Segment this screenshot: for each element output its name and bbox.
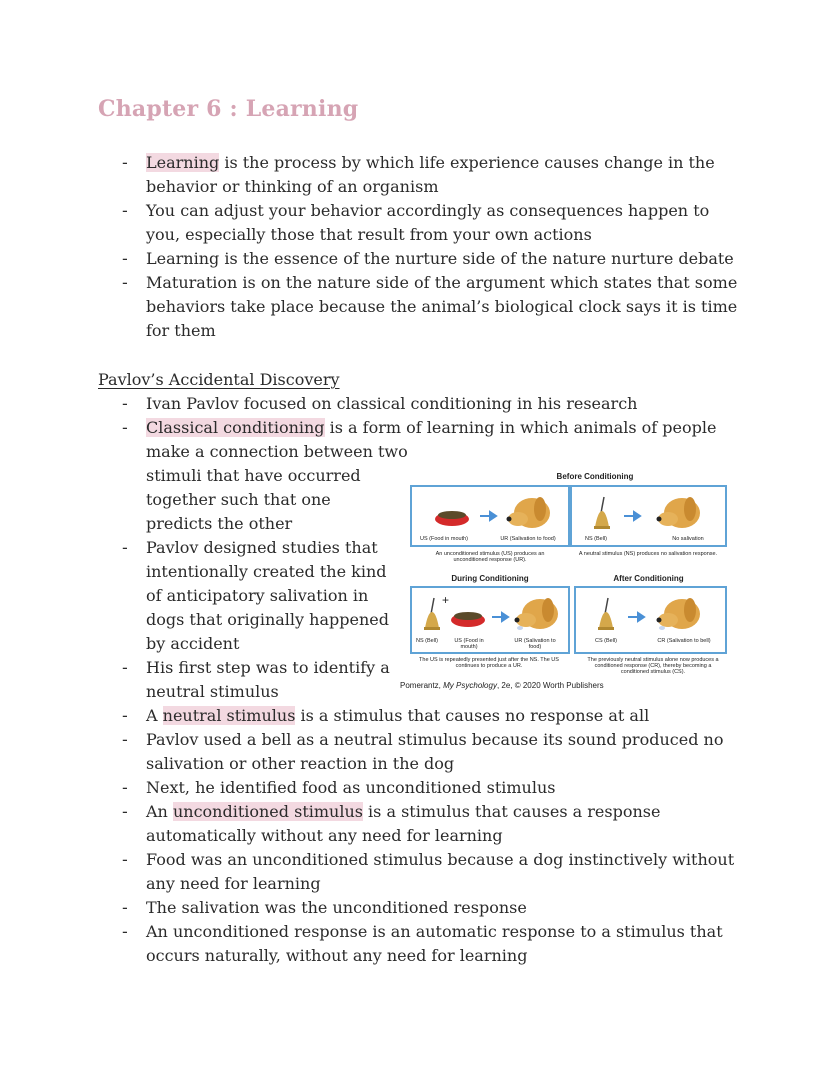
pavlov-list-top bbox=[98, 392, 738, 464]
arrow-icon bbox=[492, 612, 508, 622]
figure-credit: Pomerantz, My Psychology, 2e, © 2020 Worth Publishers bbox=[400, 681, 604, 690]
panel-after bbox=[574, 586, 727, 654]
panel-us-ur bbox=[410, 485, 570, 547]
panel-during bbox=[410, 586, 570, 654]
panel3-label-us: US (Food in mouth) bbox=[454, 638, 484, 650]
panel1-caption: An unconditioned stimulus (US) produces an unconditioned response (UR). bbox=[435, 551, 545, 563]
list-item: - Learning is the essence of the nurture side of the nature nurture debate bbox=[98, 247, 738, 271]
panel3-caption: The US is repeatedly presented just after the NS. The US continues to produce a UR. bbox=[419, 657, 559, 669]
panel4-label-cs: CS (Bell) bbox=[594, 638, 617, 644]
list-item: - His first step was to identify a neutral stimulus bbox=[98, 656, 398, 704]
panel3-label-ur: UR (Salivation to food) bbox=[514, 638, 556, 650]
panel1-label-us: US (Food in mouth) bbox=[420, 536, 468, 542]
plus-icon: + bbox=[442, 593, 450, 607]
list-item-continuation: stimuli that have occurred together such that one predicts the other bbox=[146, 466, 361, 533]
food-bowl-icon bbox=[432, 507, 472, 527]
arrow-icon bbox=[624, 511, 640, 521]
dog-icon bbox=[504, 491, 554, 531]
pavlov-list-bottom bbox=[98, 704, 738, 968]
bell-icon bbox=[592, 497, 612, 533]
list-item: - Food was an unconditioned stimulus because a dog instinctively without any need for learning bbox=[98, 848, 738, 896]
figure-after-title: After Conditioning bbox=[613, 574, 684, 583]
dog-icon bbox=[654, 592, 704, 632]
section-heading: Pavlov’s Accidental Discovery bbox=[98, 370, 340, 389]
panel3-label-ns: NS (Bell) bbox=[416, 638, 439, 644]
highlighted-term: Learning bbox=[146, 153, 220, 172]
food-bowl-icon bbox=[448, 608, 488, 628]
arrow-icon bbox=[628, 612, 644, 622]
list-item: - Ivan Pavlov focused on classical conditioning in his research bbox=[98, 392, 738, 416]
list-item: - An unconditioned response is an automatic response to a stimulus that occurs naturally, without any need for learning bbox=[98, 920, 738, 968]
list-item: - The salivation was the unconditioned response bbox=[98, 896, 738, 920]
bell-icon bbox=[422, 598, 442, 634]
list-item: - Pavlov designed studies that intentionally created the kind of anticipatory salivation in dogs that originally happened by accident bbox=[98, 536, 398, 656]
arrow-icon bbox=[480, 511, 496, 521]
figure-before-title: Before Conditioning bbox=[556, 472, 634, 481]
list-item: - An unconditioned stimulus is a stimulus that causes a response automatically without any need for learning bbox=[98, 800, 738, 848]
panel2-caption: A neutral stimulus (NS) produces no salivation response. bbox=[578, 551, 718, 557]
panel-ns-no-response bbox=[570, 485, 727, 547]
panel1-label-ur: UR (Salivation to food) bbox=[500, 536, 556, 542]
list-item: - You can adjust your behavior accordingly as consequences happen to you, especially those that result from your own actions bbox=[98, 199, 738, 247]
page-title: Chapter 6 : Learning bbox=[98, 96, 359, 122]
highlighted-term: Classical conditioning bbox=[146, 418, 325, 437]
list-item: - Pavlov used a bell as a neutral stimulus because its sound produced no salivation or other reaction in the dog bbox=[98, 728, 738, 776]
list-item: - Classical conditioning is a form of learning in which animals of people make a connection between two bbox=[98, 416, 738, 464]
panel2-label-ns: NS (Bell) bbox=[584, 536, 607, 542]
pavlov-list-beside-figure bbox=[98, 464, 398, 704]
highlighted-term: unconditioned stimulus bbox=[172, 802, 363, 821]
dog-icon bbox=[512, 592, 562, 632]
conditioning-figure bbox=[400, 470, 730, 695]
intro-list bbox=[98, 151, 738, 343]
list-item: - A neutral stimulus is a stimulus that causes no response at all bbox=[98, 704, 738, 728]
list-item: - Maturation is on the nature side of the argument which states that some behaviors take place because the animal’s biological clock says it is time for them bbox=[98, 271, 738, 343]
panel4-caption: The previously neutral stimulus alone now produces a conditioned response (CR), thereby becoming a conditioned stimulus (CS). bbox=[587, 657, 719, 675]
list-item: - Learning is the process by which life experience causes change in the behavior or thinking of an organism bbox=[98, 151, 738, 199]
panel4-label-cr: CR (Salivation to bell) bbox=[657, 638, 711, 644]
dog-icon bbox=[654, 491, 704, 531]
list-item: - Next, he identified food as unconditioned stimulus bbox=[98, 776, 738, 800]
figure-during-title: During Conditioning bbox=[451, 574, 529, 583]
panel2-label-none: No salivation bbox=[672, 536, 704, 542]
highlighted-term: neutral stimulus bbox=[162, 706, 296, 725]
bell-icon bbox=[596, 598, 616, 634]
